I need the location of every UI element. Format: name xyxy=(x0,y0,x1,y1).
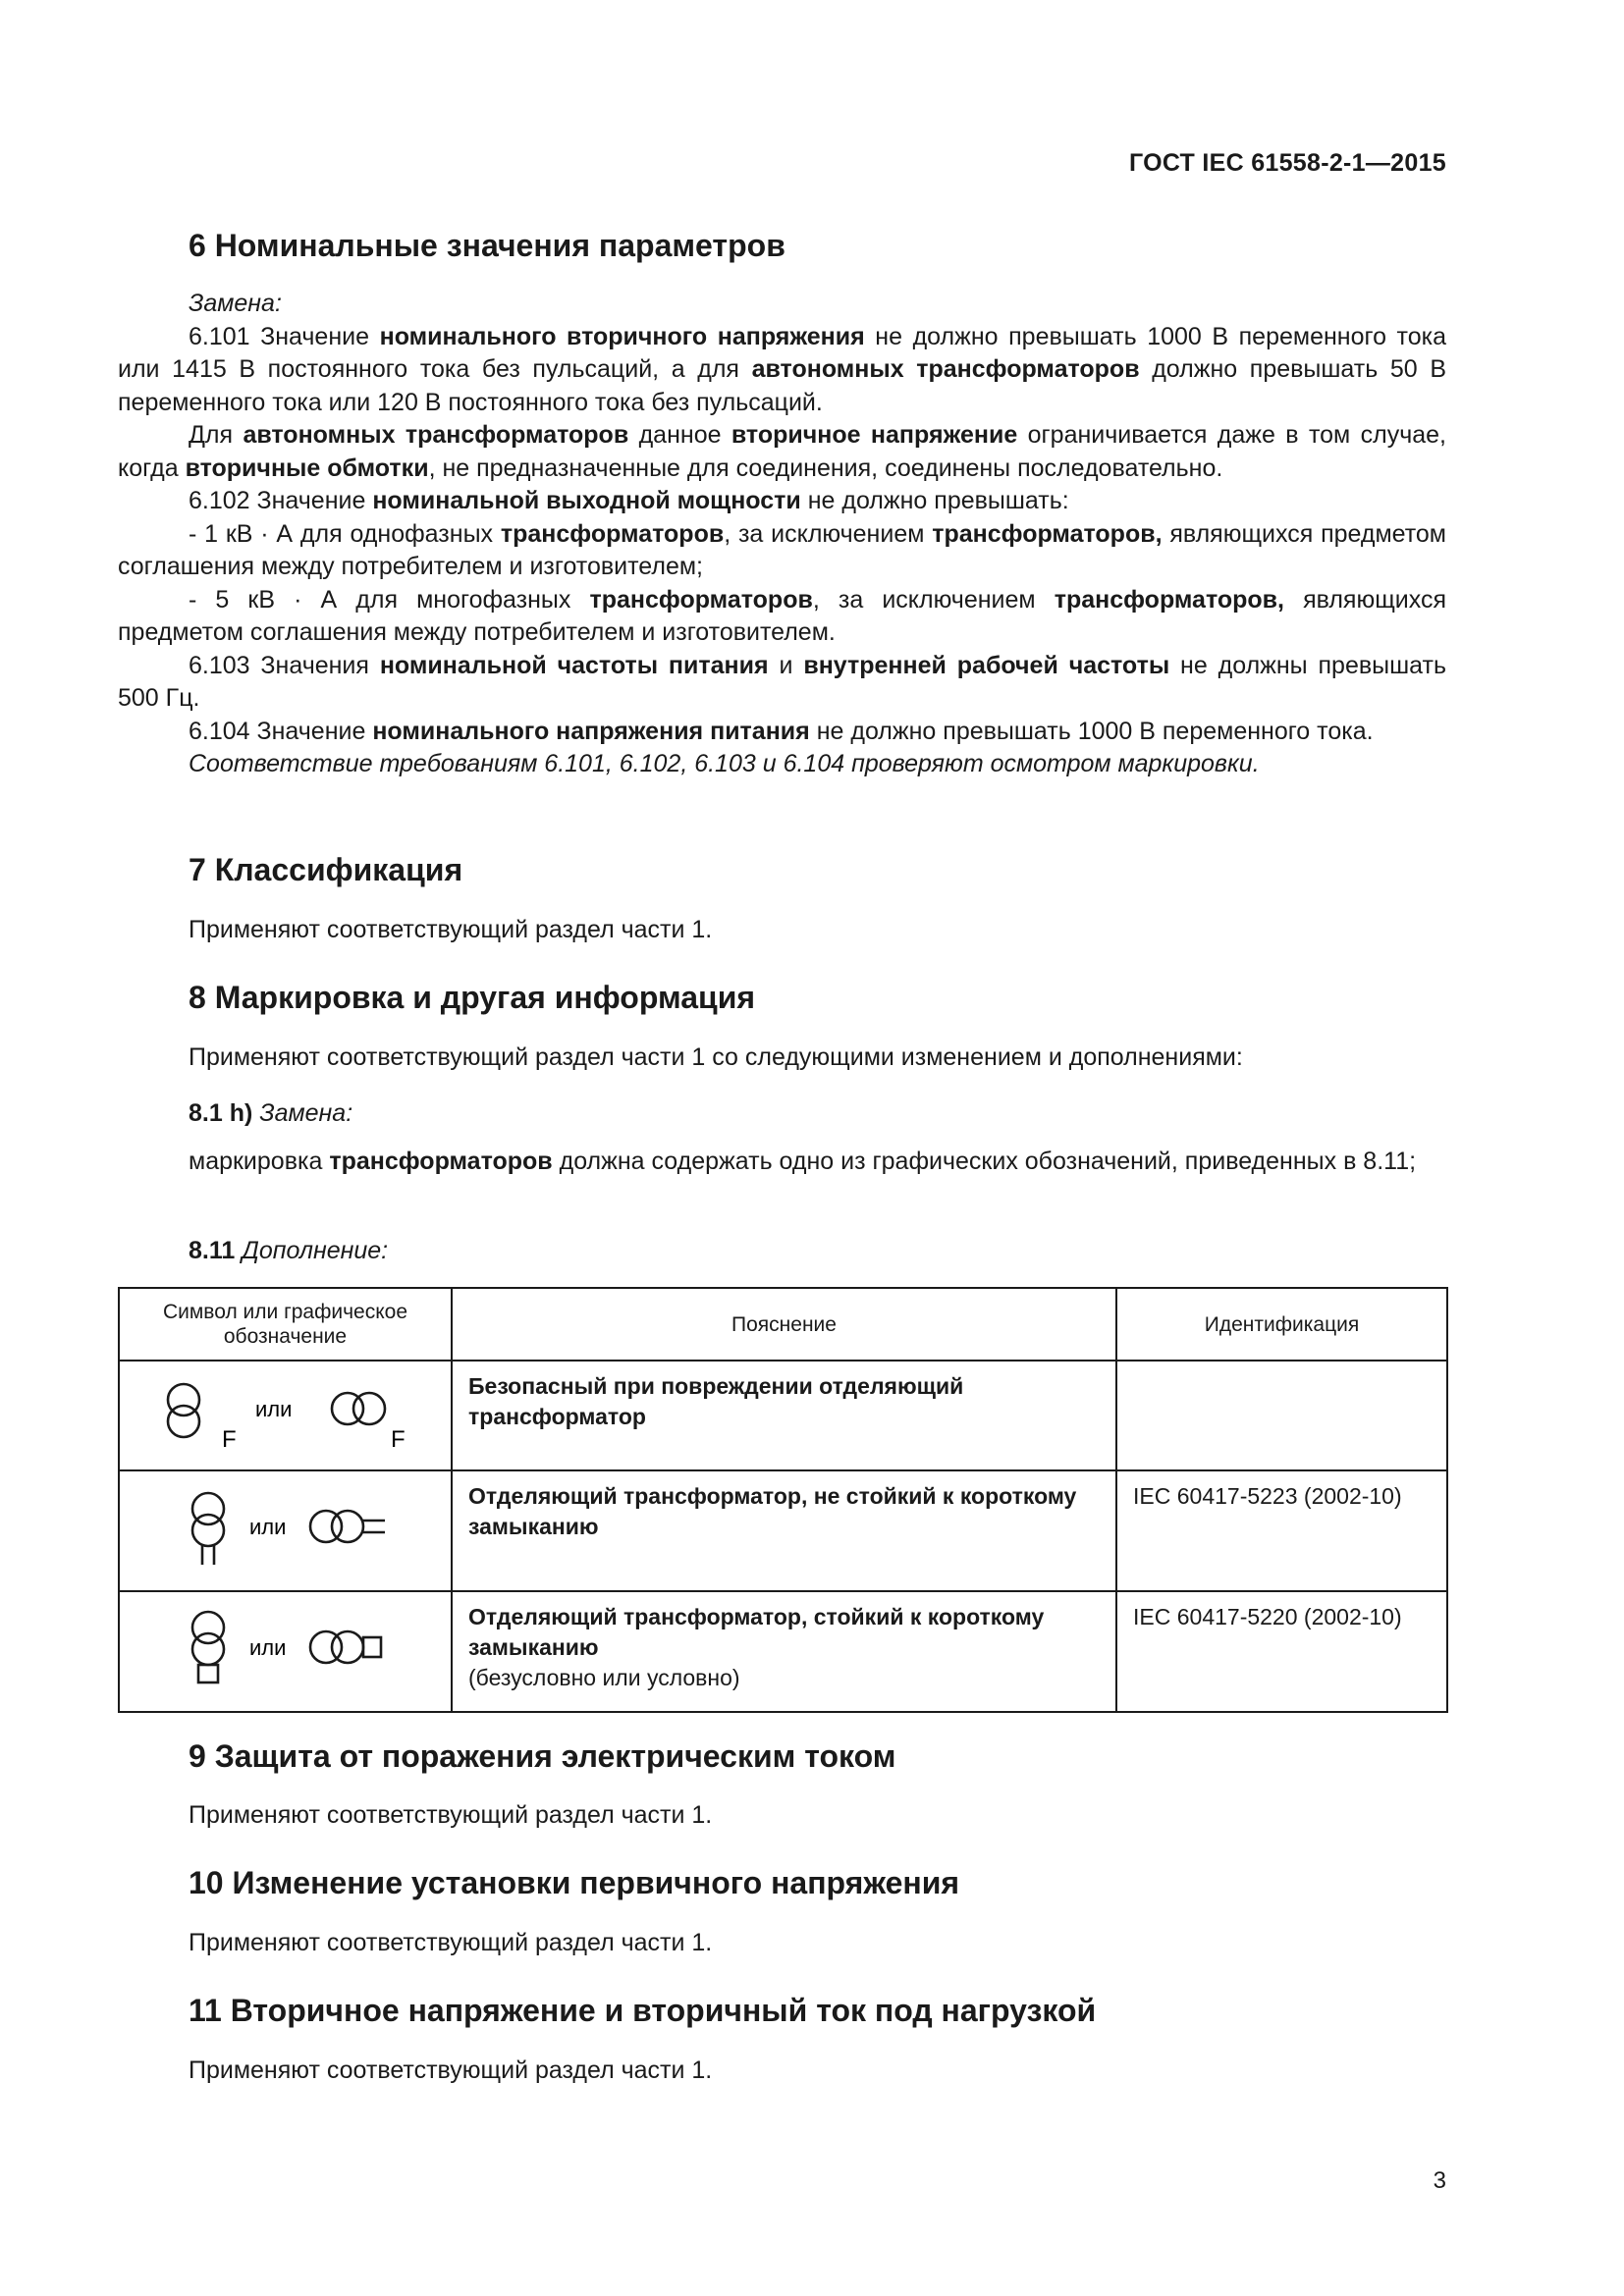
symbol-cell xyxy=(119,1361,452,1470)
section-7-text: Применяют соответствующий раздел части 1. xyxy=(189,916,713,943)
table-row xyxy=(119,1470,1447,1591)
svg-text:F: F xyxy=(391,1426,406,1453)
paragraph-6-101: 6.101 Значение номинального вторичного напряжения не должно превышать 1000 В переменного тока или 1415 В постоянного тока без пульсаций, а для автономных трансформаторов должно превышать 50 В переменного тока или 120 В постоянного тока без пульсаций. xyxy=(118,322,1447,416)
table-header-identification: Идентификация xyxy=(1116,1288,1447,1361)
symbol-cell xyxy=(119,1470,452,1591)
zamena-label: Замена: xyxy=(189,290,282,317)
svg-text:F: F xyxy=(222,1426,237,1453)
non-short-circuit-proof-transformer-symbol xyxy=(120,1471,453,1585)
svg-text:или: или xyxy=(249,1635,287,1660)
paragraph-autonomous: Для автономных трансформаторов данное вторичное напряжение ограничивается даже в том случае, когда вторичные обмотки, не предназначенные для соединения, соединены последовательно. xyxy=(118,421,1446,482)
table-row xyxy=(119,1361,1447,1470)
identification-cell: IEC 60417-5223 (2002-10) xyxy=(1116,1470,1447,1591)
subsection-8-11: 8.11 Дополнение: xyxy=(189,1237,389,1264)
section-11-title: 11 Вторичное напряжение и вторичный ток под нагрузкой xyxy=(189,1993,1097,2028)
symbols-table xyxy=(118,1287,1448,1713)
section-6-body xyxy=(118,288,1446,781)
explanation-cell: Отделяющий трансформатор, стойкий к короткому замыканию (безусловно или условно) xyxy=(452,1591,1116,1712)
section-10-title: 10 Изменение установки первичного напряжения xyxy=(189,1865,960,1900)
table-header-symbol: Символ или графическое обозначение xyxy=(119,1288,452,1361)
compliance-note: Соответствие требованиям 6.101, 6.102, 6.103 и 6.104 проверяют осмотром маркировки. xyxy=(189,750,1260,777)
document-id: ГОСТ IEC 61558-2-1—2015 xyxy=(1128,149,1446,177)
list-item: - 1 кВ · А для однофазных трансформаторов, за исключением трансформаторов, являющихся предметом соглашения между потребителем и изготовителем; xyxy=(118,519,1446,580)
svg-text:или: или xyxy=(255,1397,293,1421)
paragraph-6-104: 6.104 Значение номинального напряжения питания не должно превышать 1000 В переменного тока. xyxy=(189,717,1374,745)
identification-cell: IEC 60417-5220 (2002-10) xyxy=(1116,1591,1447,1712)
section-8-text: Применяют соответствующий раздел части 1 со следующими изменением и дополнениями: xyxy=(189,1043,1243,1071)
section-9-text: Применяют соответствующий раздел части 1. xyxy=(189,1801,713,1829)
identification-cell xyxy=(1116,1361,1447,1470)
page-number: 3 xyxy=(1433,2167,1446,2194)
section-9-title: 9 Защита от поражения электрическим током xyxy=(189,1738,896,1774)
explanation-cell: Отделяющий трансформатор, не стойкий к короткому замыканию xyxy=(452,1470,1116,1591)
table-header-explanation: Пояснение xyxy=(452,1288,1116,1361)
paragraph-6-103: 6.103 Значения номинальной частоты питания и внутренней рабочей частоты не должны превышать 500 Гц. xyxy=(118,651,1447,712)
subsection-8-1: 8.1 h) Замена: xyxy=(189,1099,353,1127)
section-11-text: Применяют соответствующий раздел части 1. xyxy=(189,2056,713,2084)
short-circuit-proof-transformer-symbol xyxy=(120,1592,453,1706)
table-row xyxy=(119,1591,1447,1712)
section-10-text: Применяют соответствующий раздел части 1. xyxy=(189,1929,713,1956)
table-header-row xyxy=(119,1288,1447,1361)
fail-safe-transformer-symbol xyxy=(120,1362,453,1465)
section-7-title: 7 Классификация xyxy=(189,852,463,887)
subsection-8-1-text: маркировка трансформаторов должна содержать одно из графических обозначений, приведенных в 8.11; xyxy=(189,1148,1417,1175)
svg-text:или: или xyxy=(249,1515,287,1539)
explanation-cell: Безопасный при повреждении отделяющий трансформатор xyxy=(452,1361,1116,1470)
section-6-title: 6 Номинальные значения параметров xyxy=(189,228,785,263)
list-item: - 5 кВ · А для многофазных трансформаторов, за исключением трансформаторов, являющихся предметом соглашения между потребителем и изготовителем. xyxy=(118,585,1447,646)
section-8-title: 8 Маркировка и другая информация xyxy=(189,980,756,1015)
paragraph-6-102: 6.102 Значение номинальной выходной мощности не должно превышать: xyxy=(189,487,1069,514)
symbol-cell xyxy=(119,1591,452,1712)
